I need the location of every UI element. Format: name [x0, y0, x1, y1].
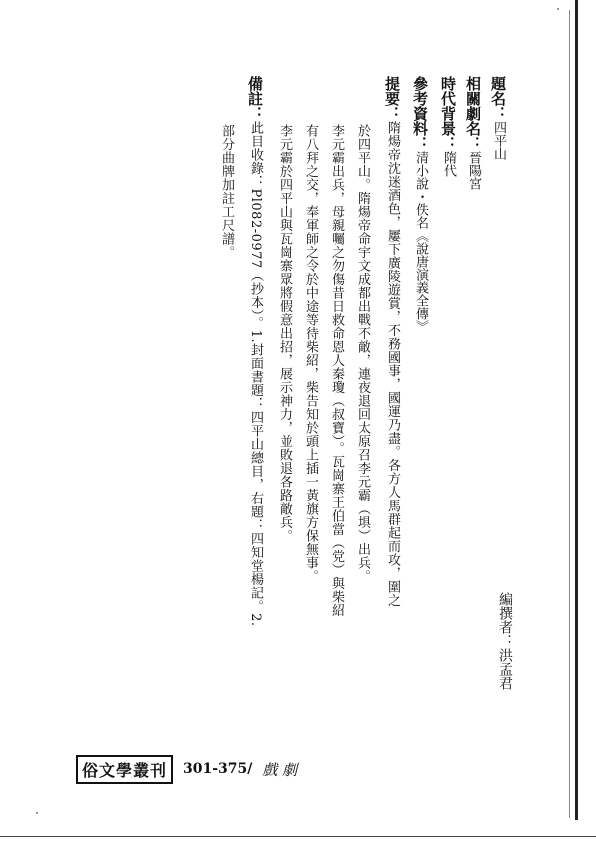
summary-line: 有八拜之交，奉軍師之令於中途等待柴紹，柴告知於頭上插一黃旗方保無事。	[303, 124, 318, 583]
page-edge-inner	[569, 10, 570, 818]
summary-line: 於四平山。隋煬帝命宇文成都出戰不敵，連夜退回太原召李元霸（埧）出兵。	[355, 124, 370, 583]
page-range-value: 301-375	[183, 761, 248, 777]
field-reference-value: 清小說・佚名《說唐演義全傳》	[413, 151, 428, 333]
notes-line: 此目收錄：Pl082-0977（抄本）。1.封面書題：四平山總目，右題：四知堂楊記。2.	[248, 121, 263, 627]
field-related-label: 相關劇名：	[464, 76, 482, 151]
page-edge	[575, 0, 578, 820]
field-period-label: 時代背景：	[439, 76, 457, 151]
field-period	[440, 76, 456, 177]
summary-line: 李元霸出兵，母親囑之勿傷昔日救命恩人秦瓊（叔寶）。瓦崗寨王伯當（党）與柴紹	[329, 124, 344, 617]
field-related	[465, 76, 481, 190]
field-notes-label: 備註：	[246, 76, 264, 121]
field-reference-label: 參考資料：	[411, 76, 429, 151]
field-title-label: 題名：	[489, 76, 507, 121]
field-title	[490, 76, 506, 160]
scan-bottom-edge	[0, 836, 596, 837]
field-related-value: 晉陽宮	[466, 151, 481, 190]
field-period-value: 隋代	[441, 151, 456, 177]
field-summary-label: 提要：	[383, 76, 401, 121]
footer	[76, 756, 297, 782]
page-range	[183, 761, 252, 777]
compiler-value: 洪孟君	[497, 648, 513, 690]
summary-line: 隋煬帝沈迷酒色，屢下廣陵遊賞，不務國事，國運乃盡。各方人馬群起而攻，圍之	[385, 121, 400, 607]
compiler	[497, 592, 513, 690]
scan-speck	[36, 812, 38, 814]
field-title-value: 四平山	[491, 121, 506, 160]
summary-line: 李元霸於四平山與瓦崗寨眾將假意出招，展示神力，並敗退各路敵兵。	[277, 124, 292, 543]
field-notes	[247, 76, 263, 627]
page-separator: /	[247, 761, 253, 777]
page-category: 戲 劇	[262, 760, 298, 779]
compiler-label: 編撰者：	[497, 592, 513, 648]
series-name: 俗文學叢刊	[76, 755, 173, 784]
field-reference	[412, 76, 428, 333]
field-summary	[384, 76, 400, 607]
notes-line: 部分曲牌加註工尺譜。	[219, 124, 234, 259]
scan-speck	[557, 8, 559, 10]
